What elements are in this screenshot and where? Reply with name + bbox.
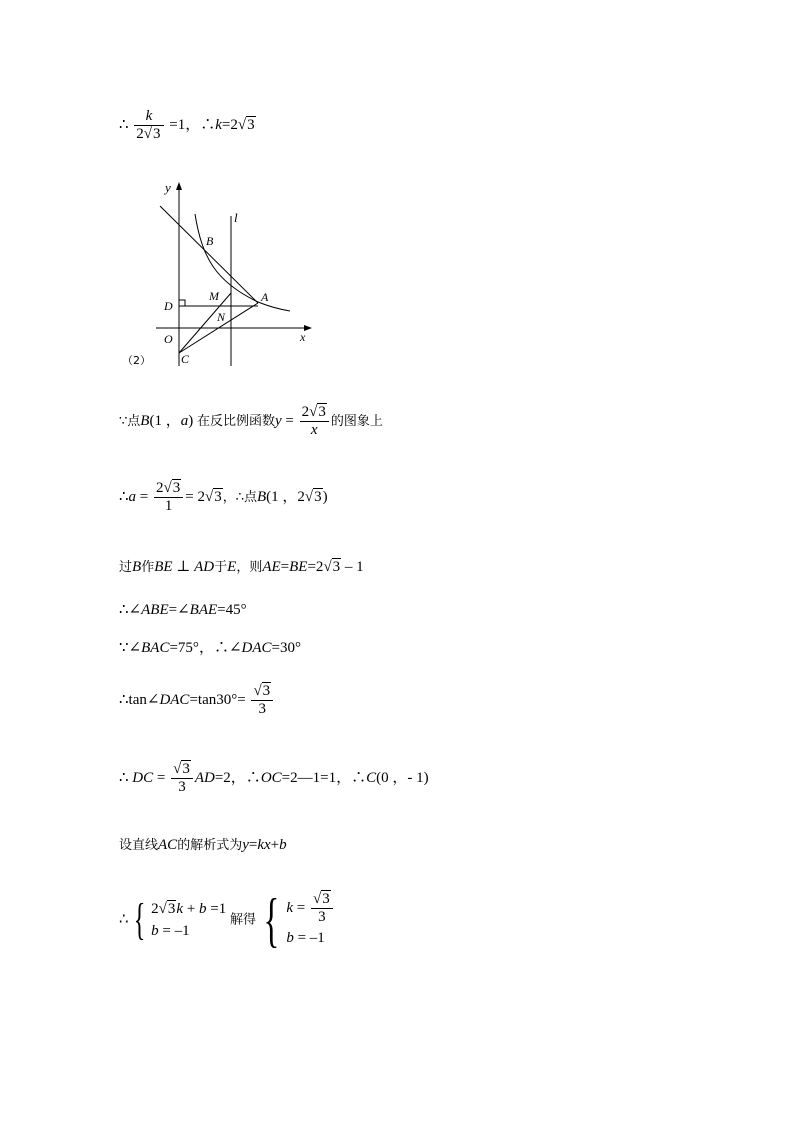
numerator xyxy=(171,761,193,779)
label-B: B xyxy=(206,234,214,248)
denominator: 3 xyxy=(318,909,326,926)
denominator: x xyxy=(310,422,318,439)
radicand: 3 xyxy=(262,683,271,699)
line-4 xyxy=(119,560,364,575)
line-10 xyxy=(119,887,335,953)
text: =tan30°= xyxy=(189,692,246,709)
text: (1 ，2 xyxy=(266,489,305,506)
var-k: k xyxy=(176,900,184,917)
text: =1，∴ xyxy=(169,117,216,134)
radicand: 3 xyxy=(182,761,190,777)
denominator: 3 xyxy=(178,779,186,796)
var-k: k xyxy=(286,900,294,917)
var-AD: AD xyxy=(194,770,215,787)
line-1 xyxy=(119,108,256,144)
radicand: 3 xyxy=(172,480,181,496)
sqrt: √3 xyxy=(312,891,330,907)
var-BAC: BAC xyxy=(141,640,170,656)
text: =75° xyxy=(169,640,199,656)
var-BE: BE xyxy=(154,559,173,575)
label-N: N xyxy=(217,310,226,324)
var-ABE: ABE xyxy=(141,602,169,618)
text: =30° xyxy=(271,640,301,656)
text: =2 xyxy=(221,117,238,134)
var-b: b xyxy=(279,837,287,853)
line-5 xyxy=(119,603,247,618)
therefore-symbol: ∴ xyxy=(119,489,129,506)
text: =45° xyxy=(217,602,247,618)
coef: 2 xyxy=(151,900,159,917)
left-brace: { xyxy=(134,895,146,944)
sqrt: √3 xyxy=(163,480,181,496)
text: = –1 xyxy=(293,929,325,946)
equation-system xyxy=(151,898,226,943)
fraction-k-over-2sqrt3 xyxy=(134,108,163,144)
label-x: x xyxy=(300,330,306,344)
text: ∴ xyxy=(119,770,133,787)
system-row-1 xyxy=(151,898,226,921)
fraction-sqrt3-over-3 xyxy=(251,683,273,719)
text: =∠ xyxy=(168,602,190,618)
solution-system xyxy=(286,891,334,949)
line-2 xyxy=(119,404,383,440)
solve-text: 解得 xyxy=(230,912,257,928)
var-a: a xyxy=(180,413,189,430)
numerator xyxy=(311,891,333,909)
y-axis-arrow-icon xyxy=(176,182,182,190)
radicand: 3 xyxy=(322,891,330,907)
perp-symbol: ⊥ xyxy=(172,559,195,575)
text: – 1 xyxy=(341,559,364,575)
var-b: b xyxy=(199,900,207,917)
label-A: A xyxy=(261,290,269,304)
radicand: 3 xyxy=(153,126,161,143)
cn-text: 在反比例函数 xyxy=(196,414,275,430)
var-y: y xyxy=(242,837,249,853)
therefore-symbol: ∴ xyxy=(119,117,129,134)
line-6 xyxy=(119,641,301,656)
text: = xyxy=(281,413,298,430)
var-k: k xyxy=(215,117,222,134)
var-AE: AE xyxy=(262,559,281,575)
text: ∴tan∠ xyxy=(119,692,160,709)
text: = –1 xyxy=(158,923,190,939)
text: =1 xyxy=(206,900,227,917)
sqrt: √3 xyxy=(173,761,190,777)
var-BE: BE xyxy=(289,559,308,575)
numerator: k xyxy=(134,108,163,126)
text: ∵∠ xyxy=(119,640,142,656)
var-DAC: DAC xyxy=(241,640,272,656)
var-AD: AD xyxy=(194,559,215,575)
text: ) xyxy=(188,413,194,430)
denominator xyxy=(134,126,163,143)
label-M: M xyxy=(209,289,219,303)
var-kx: kx xyxy=(257,837,271,853)
cn-text: ，∴点 xyxy=(222,490,257,506)
numerator xyxy=(300,404,329,422)
text: = xyxy=(280,559,290,575)
solution-row-2 xyxy=(286,927,334,950)
text: = 2 xyxy=(185,489,205,506)
label-y: y xyxy=(165,180,171,195)
line-9 xyxy=(119,838,287,853)
var-BAE: BAE xyxy=(189,602,218,618)
var-y: y xyxy=(274,413,282,430)
text: = xyxy=(153,770,170,787)
sqrt: √3 xyxy=(304,489,322,506)
cn-text: 的图象上 xyxy=(330,414,383,430)
text: ∴∠ xyxy=(119,602,142,618)
cn-text: 作 xyxy=(141,560,155,575)
sqrt: √3 xyxy=(143,126,161,143)
radicand: 3 xyxy=(318,404,326,420)
var-E: E xyxy=(227,559,237,575)
text: (1 ， xyxy=(149,413,181,430)
var-DC: DC xyxy=(132,770,154,787)
denominator: 3 xyxy=(258,701,267,718)
sqrt: √3 xyxy=(253,683,271,699)
var-B: B xyxy=(132,559,142,575)
denominator: 1 xyxy=(164,498,173,515)
cn-text: 的解析式为 xyxy=(177,838,243,853)
sqrt: √3 xyxy=(158,900,176,917)
cn-text: 于 xyxy=(214,560,228,575)
numerator xyxy=(154,480,183,498)
var-b: b xyxy=(151,923,159,939)
coef: 2 xyxy=(301,404,310,420)
fraction-sqrt3-over-3 xyxy=(171,761,193,797)
text: + xyxy=(183,900,200,917)
because-text: ∵点 xyxy=(119,414,141,430)
radicand: 3 xyxy=(167,900,176,917)
var-a: a xyxy=(128,489,137,506)
therefore-symbol: ∴ xyxy=(119,911,129,928)
sqrt: √3 xyxy=(309,404,326,420)
geometry-figure xyxy=(118,178,318,370)
text: ，∴∠ xyxy=(198,640,242,656)
text: =2 xyxy=(307,559,324,575)
numerator xyxy=(251,683,273,701)
text: =2—1=1，∴ xyxy=(281,770,367,787)
text: = xyxy=(248,837,258,853)
radicand: 3 xyxy=(332,559,341,575)
var-B: B xyxy=(256,489,267,506)
var-C: C xyxy=(366,770,377,787)
label-C: C xyxy=(181,352,190,366)
var-OC: OC xyxy=(260,770,282,787)
label-O: O xyxy=(164,332,173,346)
solution-row-1 xyxy=(286,891,334,927)
figure-caption: （2） xyxy=(122,354,151,367)
line-8 xyxy=(119,761,429,797)
line-3 xyxy=(119,480,328,516)
fraction-2sqrt3-over-x xyxy=(300,404,329,440)
sqrt: √3 xyxy=(323,559,341,575)
var-b: b xyxy=(286,929,294,946)
text: + xyxy=(270,837,280,853)
cn-text: ，则 xyxy=(236,560,263,575)
text: =2，∴ xyxy=(214,770,261,787)
text: = xyxy=(136,489,153,506)
left-brace: { xyxy=(263,887,280,953)
sqrt: √3 xyxy=(204,489,222,506)
label-l: l xyxy=(234,210,238,225)
label-D: D xyxy=(164,299,173,313)
radicand: 3 xyxy=(214,489,222,506)
cn-text: 设直线 xyxy=(119,838,159,853)
radicand: 3 xyxy=(314,489,322,506)
fraction-2sqrt3-over-1 xyxy=(154,480,183,516)
right-angle-mark xyxy=(179,300,185,306)
system-row-2 xyxy=(151,920,226,943)
coef: 2 xyxy=(156,480,164,496)
coef: 2 xyxy=(136,126,144,143)
sqrt: √3 xyxy=(237,117,255,134)
text: ) xyxy=(322,489,328,506)
text: = xyxy=(293,900,309,917)
cn-text: 过 xyxy=(119,560,133,575)
var-AC: AC xyxy=(158,837,178,853)
line-7 xyxy=(119,683,275,719)
radicand: 3 xyxy=(247,117,255,134)
fraction-sqrt3-over-3 xyxy=(311,891,333,927)
text: (0 ，- 1) xyxy=(376,770,429,787)
var-DAC: DAC xyxy=(159,692,190,709)
var-B: B xyxy=(140,413,150,430)
